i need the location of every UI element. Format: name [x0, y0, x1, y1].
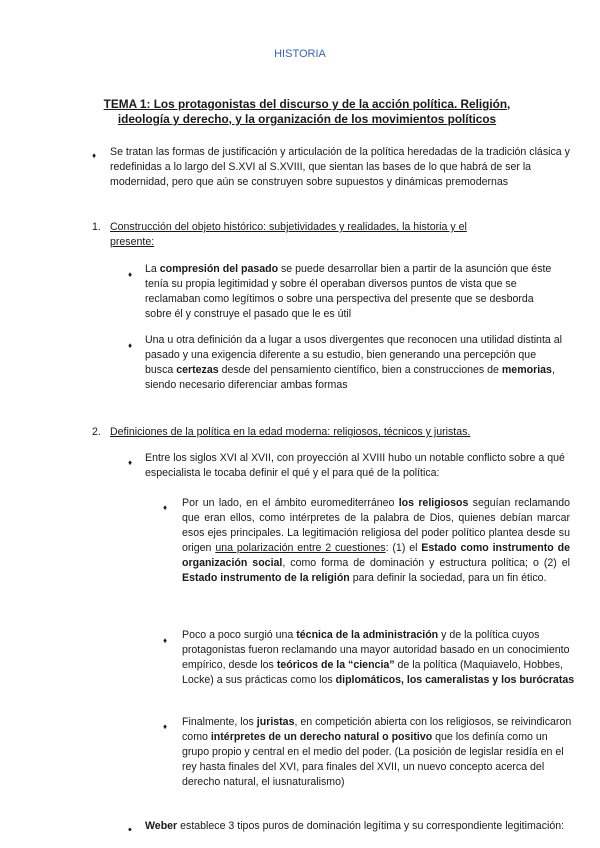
- tema-heading: [92, 97, 522, 127]
- bold-term: memorias: [501, 364, 552, 376]
- bold-term: juristas: [256, 716, 295, 728]
- section1-number: 1.: [92, 221, 101, 233]
- text-span: desde del pensamiento científico, bien a construcciones de: [218, 364, 502, 376]
- bold-term: Weber: [145, 820, 178, 832]
- text-span: La: [145, 263, 160, 275]
- text-span: Una u otra definición da a lugar a usos divergentes que reconocen una utilidad distinta al pasado y una exigencia diferente a su estudio, bien generando una percepción que busca: [145, 334, 562, 376]
- text-span: , como forma de dominación y estructura política; o (2) el: [282, 557, 570, 569]
- text-span: , en competición abierta con los religiosos, se reivindicaron como: [182, 716, 572, 743]
- text-span: se puede desarrollar bien a partir de la asunción que éste tenía su propia legitimidad y sobre él operaban diversos puntos de vista que se reclamaban como legítimos o sobre una perspectiva del presente que se desborda sobre él y construye el pasado que le es útil: [145, 263, 552, 320]
- section2-number: 2.: [92, 426, 101, 438]
- bullet-icon: ♦: [128, 341, 133, 350]
- text-span: Poco a poco surgió una: [182, 629, 297, 641]
- text-span: establece 3 tipos puros de dominación legítima y su correspondiente legitimación:: [177, 820, 565, 832]
- section1-bullet1: [145, 262, 560, 322]
- header-title: HISTORIA: [274, 48, 326, 60]
- bullet-icon: ♦: [128, 458, 133, 467]
- bold-term: compresión del pasado: [159, 263, 279, 275]
- bold-term: certezas: [176, 364, 219, 376]
- tema-title: Los protagonistas del discurso y de la acción política. Religión, ideología y derecho, y la organización de los movimientos políticos: [117, 97, 511, 126]
- section2-sub1: [182, 496, 570, 586]
- section2-sub3: [182, 715, 574, 790]
- bullet-icon: ♦: [128, 270, 133, 279]
- bold-term: teóricos de la “ciencia”: [276, 659, 395, 671]
- bold-term: diplomáticos, los cameralistas y los burócratas: [335, 674, 575, 686]
- intro-paragraph: Se tratan las formas de justificación y articulación de la política heredadas de la tradición clásica y redefinidas a lo largo del S.XVI al S.XVIII, que sientan las bases de lo que habrá de ser la modernidad, pero que aún se construyen sobre supuestos y dinámicas premodernas: [110, 146, 570, 188]
- text-span: Por un lado, en el ámbito euromediterráneo: [182, 497, 399, 509]
- underlined-phrase: una polarización entre 2 cuestiones: [215, 542, 386, 554]
- text-span: y de la política cuyos protagonistas fueron reclamando una mayor autoridad basado en un conocimiento empírico, desde los: [182, 629, 570, 671]
- bullet-icon: ♦: [163, 636, 168, 645]
- bullet-icon: ♦: [92, 151, 97, 160]
- section2-bullet1: Entre los siglos XVI al XVII, con proyección al XVIII hubo un notable conflicto sobre a qué especialista le tocaba definir el qué y el para qué de la política:: [145, 452, 565, 479]
- section2-title: Definiciones de la política en la edad moderna: religiosos, técnicos y juristas.: [110, 426, 471, 438]
- bullet-icon: ♦: [163, 503, 168, 512]
- bold-term: intérpretes de un derecho natural o positivo: [210, 731, 433, 743]
- text-span: , siendo necesario diferenciar ambas formas: [145, 364, 555, 391]
- section2-bullet2: [145, 819, 595, 834]
- section2-sub2: [182, 628, 577, 688]
- bold-term: los religiosos: [398, 497, 469, 509]
- bullet-icon: ♦: [163, 722, 168, 731]
- text-span: Finalmente, los: [182, 716, 257, 728]
- text-span: para definir la sociedad, para un fin ético.: [349, 572, 547, 584]
- section1-bullet2: [145, 333, 565, 393]
- text-span: seguían reclamando que eran ellos, como intérpretes de la palabra de Dios, quienes debían marcar esos ejes principales. La legitimación religiosa del poder político plantea desde su origen: [182, 497, 570, 554]
- section1-title: Construcción del objeto histórico: subjetividades y realidades, la historia y el presente:: [110, 221, 467, 248]
- bullet-icon: •: [128, 824, 132, 836]
- bold-term: Estado como instrumento de organización social: [182, 542, 570, 569]
- text-span: de la política (Maquiavelo, Hobbes, Locke) a sus prácticas como los: [182, 659, 563, 686]
- bold-term: técnica de la administración: [296, 629, 439, 641]
- tema-label: TEMA 1:: [103, 97, 151, 111]
- text-span: que los definía como un grupo propio y central en el medio del poder. (La posición de legislar residía en el rey hasta finales del XVI, para finales del XVII, un nuevo concepto acerca del derecho natural, el iusnaturalismo): [182, 731, 564, 788]
- bold-term: Estado instrumento de la religión: [182, 572, 350, 584]
- text-span: : (1) el: [385, 542, 422, 554]
